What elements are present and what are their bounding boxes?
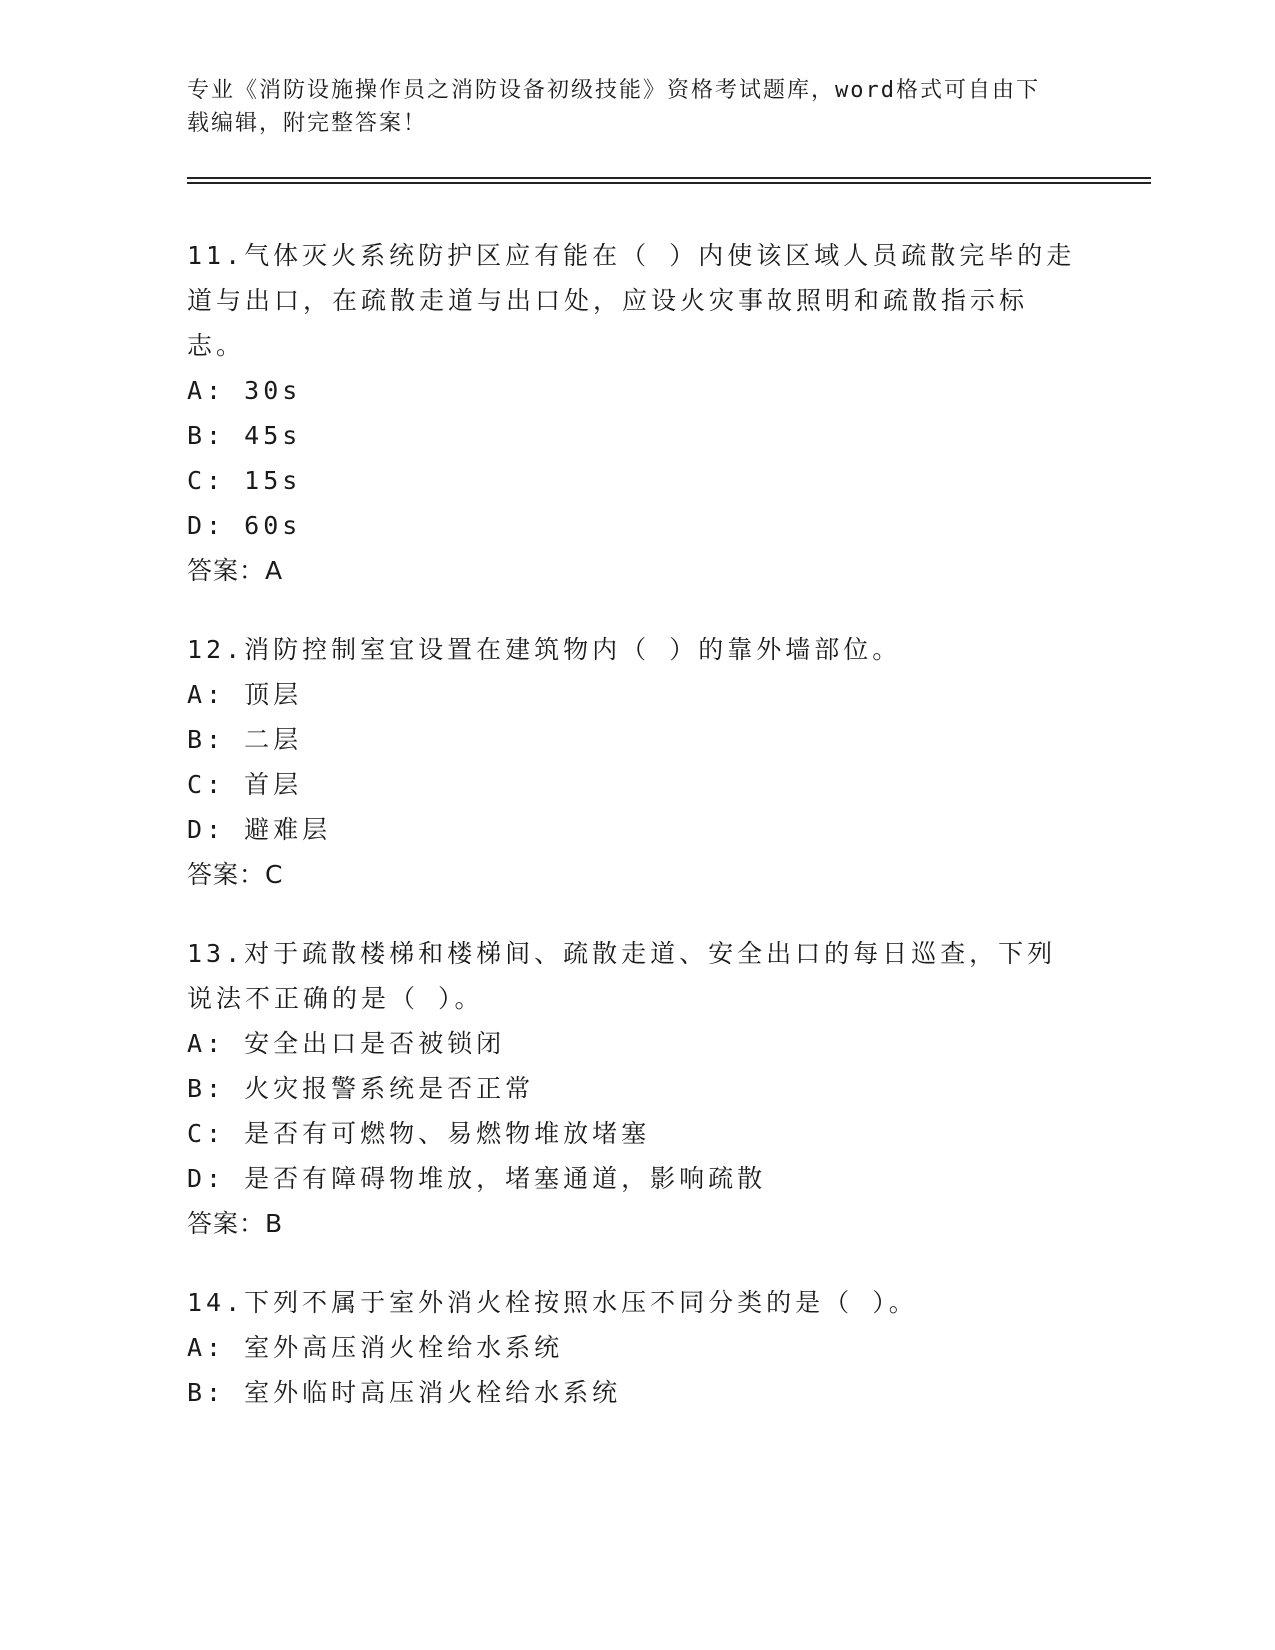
option-text: 45s: [244, 421, 302, 450]
document-header: [187, 74, 1067, 140]
question-13: [187, 931, 1087, 1246]
question-text: 气体灭火系统防护区应有能在（ ）内使该区域人员疏散完毕的走道与出口，在疏散走道与出口处，应设火灾事故照明和疏散指示标志。: [187, 241, 1076, 360]
question-number: 11.: [187, 241, 245, 270]
question-stem: [187, 1280, 1077, 1325]
question-text: 消防控制室宜设置在建筑物内（ ）的靠外墙部位。: [244, 635, 902, 664]
option-text: 30s: [244, 376, 302, 405]
option-label: A:: [187, 1029, 226, 1058]
answer-line: 答案：A: [187, 556, 284, 585]
option-label: B:: [187, 1074, 226, 1103]
option-b: [187, 413, 1087, 458]
option-a: [187, 1021, 1087, 1066]
option-label: D:: [187, 815, 226, 844]
option-c: [187, 1111, 1087, 1156]
question-text: 下列不属于室外消火栓按照水压不同分类的是（ ）。: [244, 1288, 918, 1317]
option-label: D:: [187, 1164, 226, 1193]
question-list: [187, 233, 1087, 1449]
option-b: [187, 1370, 1087, 1415]
option-d: [187, 807, 1087, 852]
option-c: [187, 458, 1087, 503]
question-number: 12.: [187, 635, 245, 664]
option-label: B:: [187, 1378, 226, 1407]
option-label: A:: [187, 1333, 226, 1362]
option-text: 是否有障碍物堆放，堵塞通道，影响疏散: [244, 1164, 767, 1193]
question-14: [187, 1280, 1087, 1415]
answer-line: 答案：C: [187, 860, 284, 889]
option-a: [187, 368, 1087, 413]
header-line-1: 专业《消防设施操作员之消防设备初级技能》资格考试题库，word格式可自由下: [187, 78, 1040, 103]
option-label: A:: [187, 680, 226, 709]
option-label: D:: [187, 511, 226, 540]
option-b: [187, 1066, 1087, 1111]
option-label: A:: [187, 376, 226, 405]
option-d: [187, 1156, 1087, 1201]
header-line-2: 载编辑，附完整答案！: [187, 111, 428, 136]
option-label: C:: [187, 1119, 226, 1148]
option-text: 火灾报警系统是否正常: [244, 1074, 535, 1103]
question-stem: [187, 233, 1077, 368]
option-label: C:: [187, 466, 226, 495]
option-label: B:: [187, 421, 226, 450]
option-d: [187, 503, 1087, 548]
option-label: C:: [187, 770, 226, 799]
option-b: [187, 717, 1087, 762]
option-text: 二层: [244, 725, 303, 754]
question-stem: [187, 931, 1077, 1021]
question-11: [187, 233, 1087, 593]
option-text: 15s: [244, 466, 302, 495]
header-divider-bottom: [187, 182, 1151, 184]
question-text: 对于疏散楼梯和楼梯间、疏散走道、安全出口的每日巡查，下列说法不正确的是（ ）。: [187, 939, 1057, 1013]
question-number: 13.: [187, 939, 245, 968]
option-text: 室外临时高压消火栓给水系统: [244, 1378, 622, 1407]
option-text: 60s: [244, 511, 302, 540]
header-divider-top: [187, 177, 1151, 179]
option-text: 首层: [244, 770, 303, 799]
option-c: [187, 762, 1087, 807]
answer-line: 答案：B: [187, 1209, 284, 1238]
option-text: 顶层: [244, 680, 303, 709]
option-label: B:: [187, 725, 226, 754]
option-text: 是否有可燃物、易燃物堆放堵塞: [244, 1119, 651, 1148]
option-text: 室外高压消火栓给水系统: [244, 1333, 564, 1362]
option-text: 安全出口是否被锁闭: [244, 1029, 506, 1058]
option-text: 避难层: [244, 815, 332, 844]
question-stem: [187, 627, 1077, 672]
option-a: [187, 672, 1087, 717]
option-a: [187, 1325, 1087, 1370]
question-12: [187, 627, 1087, 897]
question-number: 14.: [187, 1288, 245, 1317]
